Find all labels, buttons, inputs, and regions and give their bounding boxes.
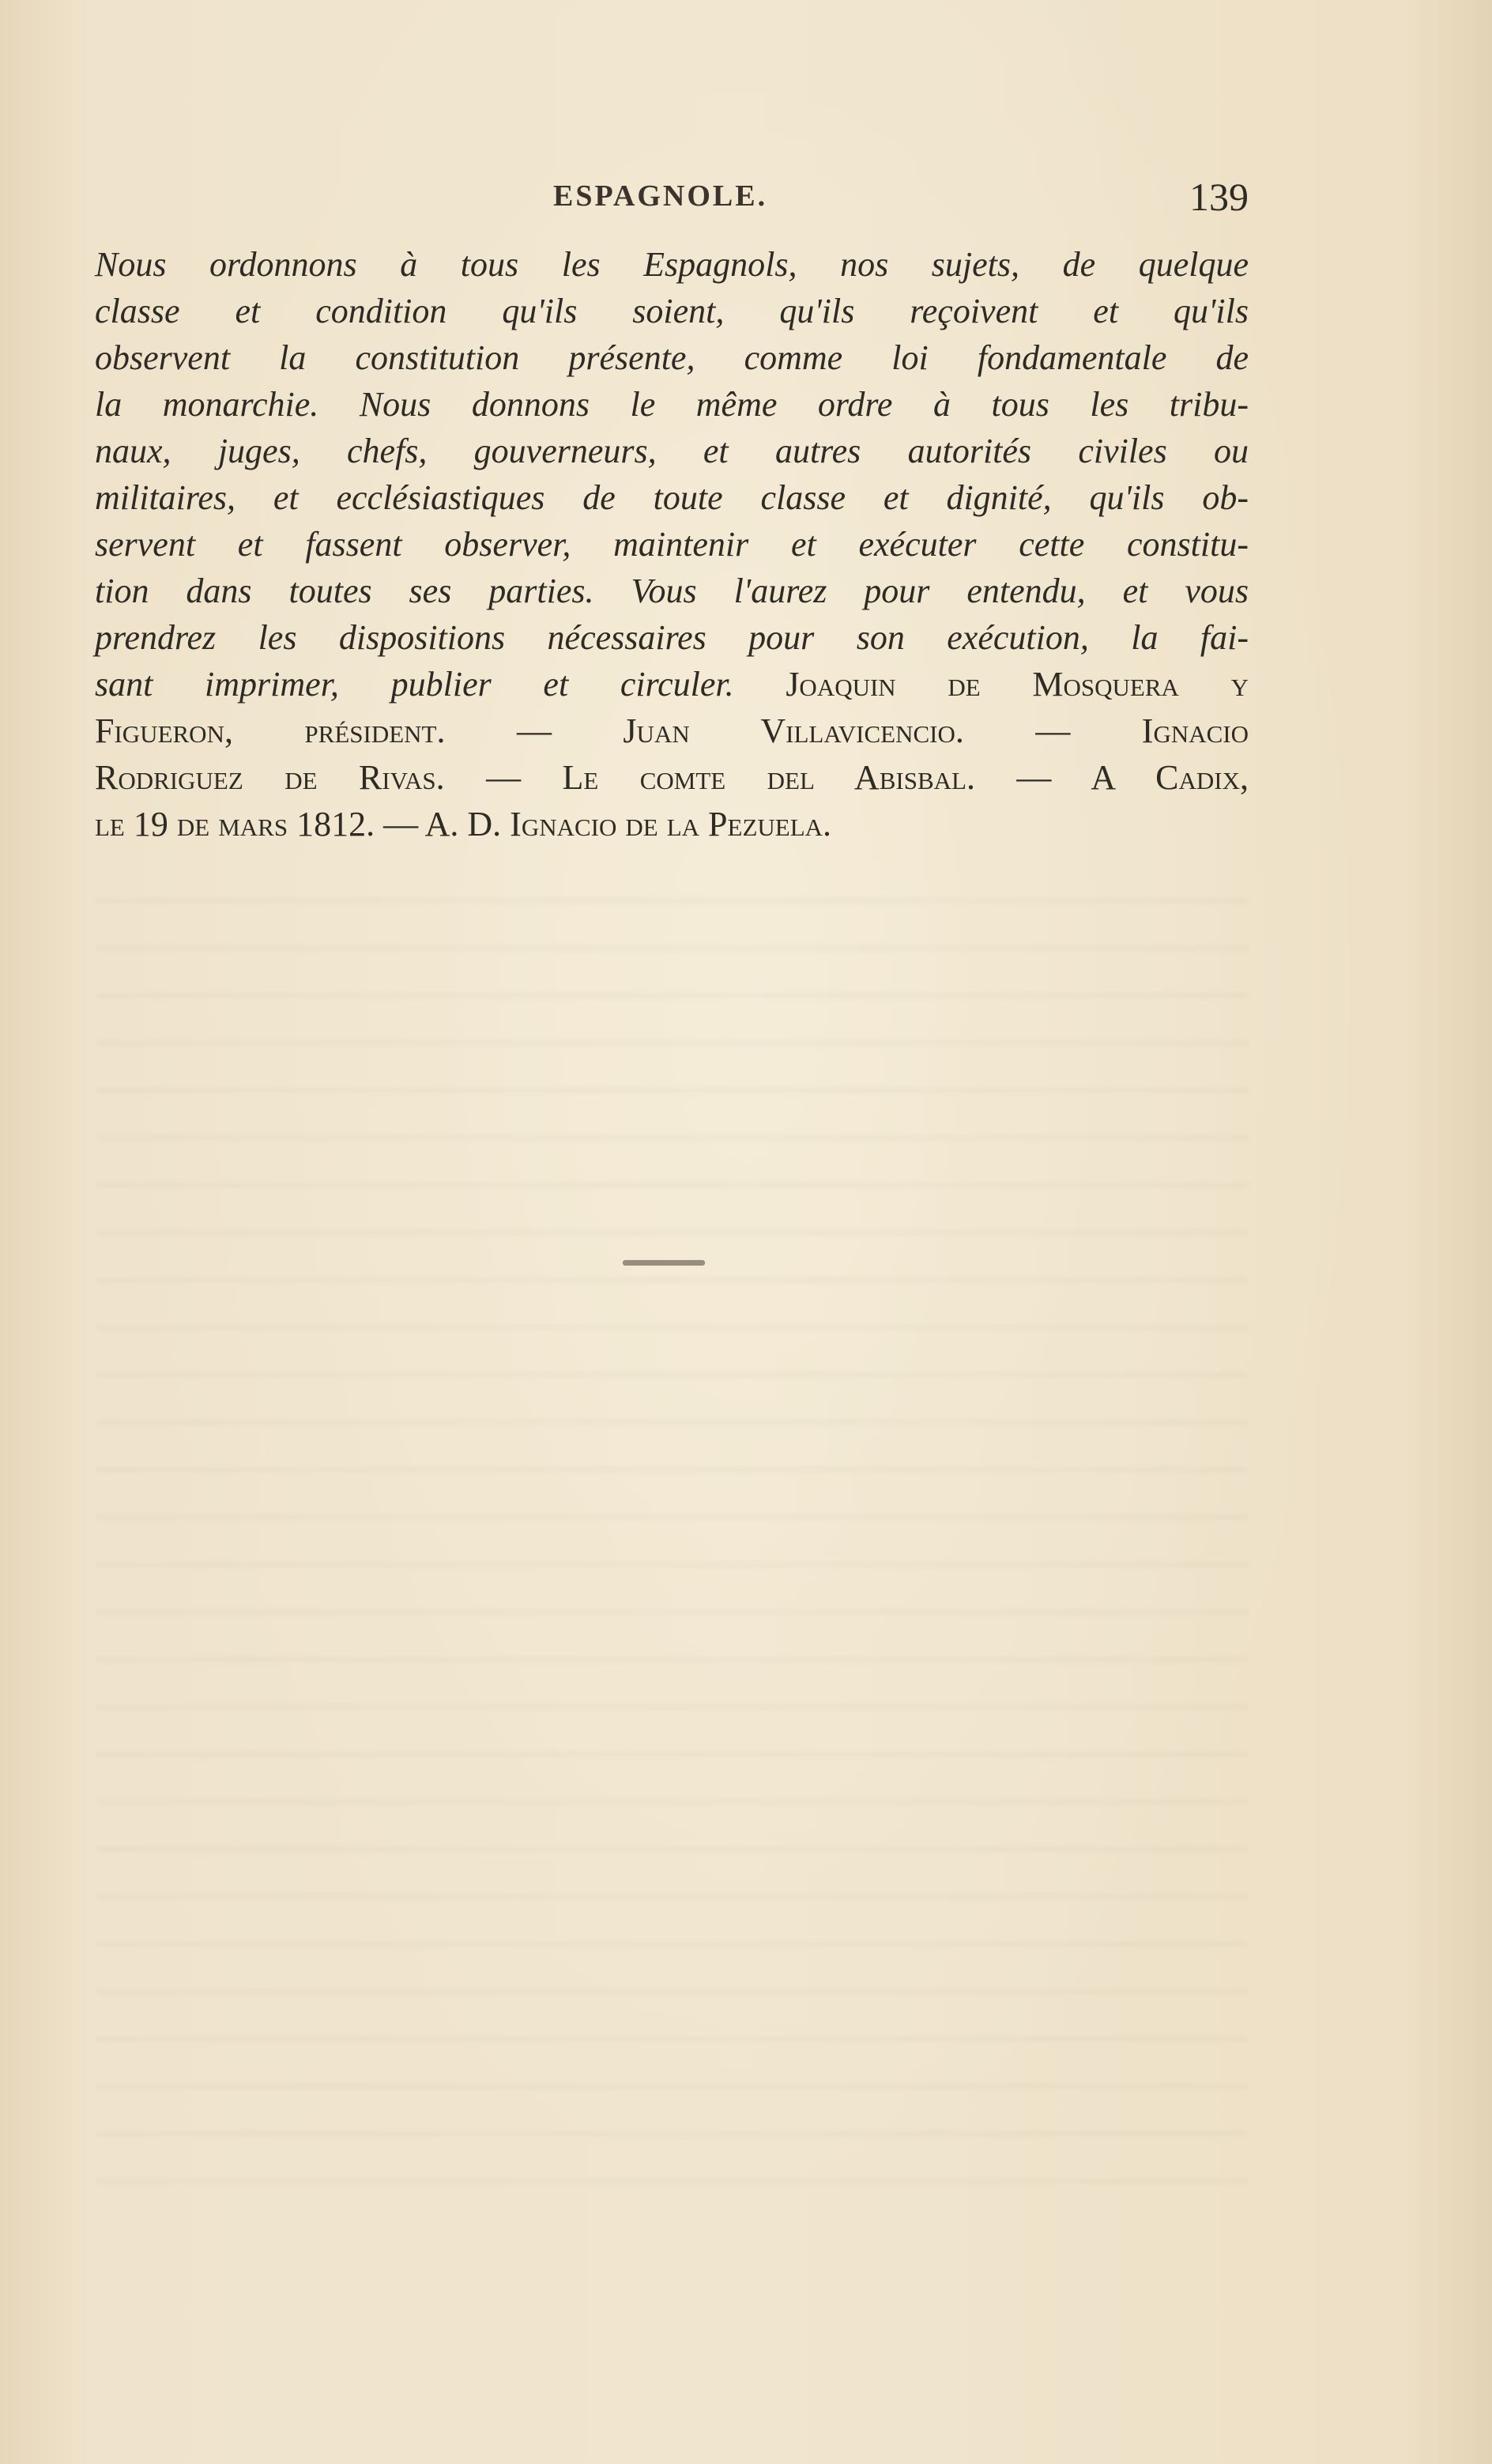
body-text (95, 241, 1249, 847)
signatory-name: Joaquin de Mosquera y (786, 665, 1249, 704)
text-line-5: naux, juges, chefs, gouverneurs, et autres autorités civiles ou (95, 432, 1249, 470)
text-line-10-italic: sant imprimer, publier et circuler. (95, 665, 734, 704)
text-line-11: Figueron, président. — Juan Villavicencio. — Ignacio (95, 711, 1249, 750)
page-number: 139 (1189, 175, 1249, 219)
text-line-7: servent et fassent observer, maintenir et exécuter cette constitu- (95, 525, 1249, 564)
text-line-12: Rodriguez de Rivas. — Le comte del Abisbal. — A Cadix, (95, 758, 1249, 797)
text-line-6: militaires, et ecclésiastiques de toute classe et dignité, qu'ils ob- (95, 478, 1249, 517)
text-line-10 (95, 661, 1249, 708)
show-through-text (95, 870, 1249, 2213)
text-line-13: le 19 de mars 1812. — A. D. Ignacio de la Pezuela. (95, 805, 832, 843)
text-line-8: tion dans toutes ses parties. Vous l'aurez pour entendu, et vous (95, 572, 1249, 610)
text-line-3: observent la constitution présente, comme loi fondamentale de (95, 338, 1249, 377)
text-line-1: Nous ordonnons à tous les Espagnols, nos sujets, de quelque (95, 245, 1249, 284)
running-head: ESPAGNOLE. (553, 179, 768, 213)
text-line-4: la monarchie. Nous donnons le même ordre à tous les tribu- (95, 385, 1249, 424)
page-header (95, 175, 1249, 226)
ink-mark (623, 1260, 705, 1266)
text-line-2: classe et condition qu'ils soient, qu'ils reçoivent et qu'ils (95, 292, 1249, 330)
text-line-9: prendrez les dispositions nécessaires pour son exécution, la fai- (95, 618, 1249, 657)
